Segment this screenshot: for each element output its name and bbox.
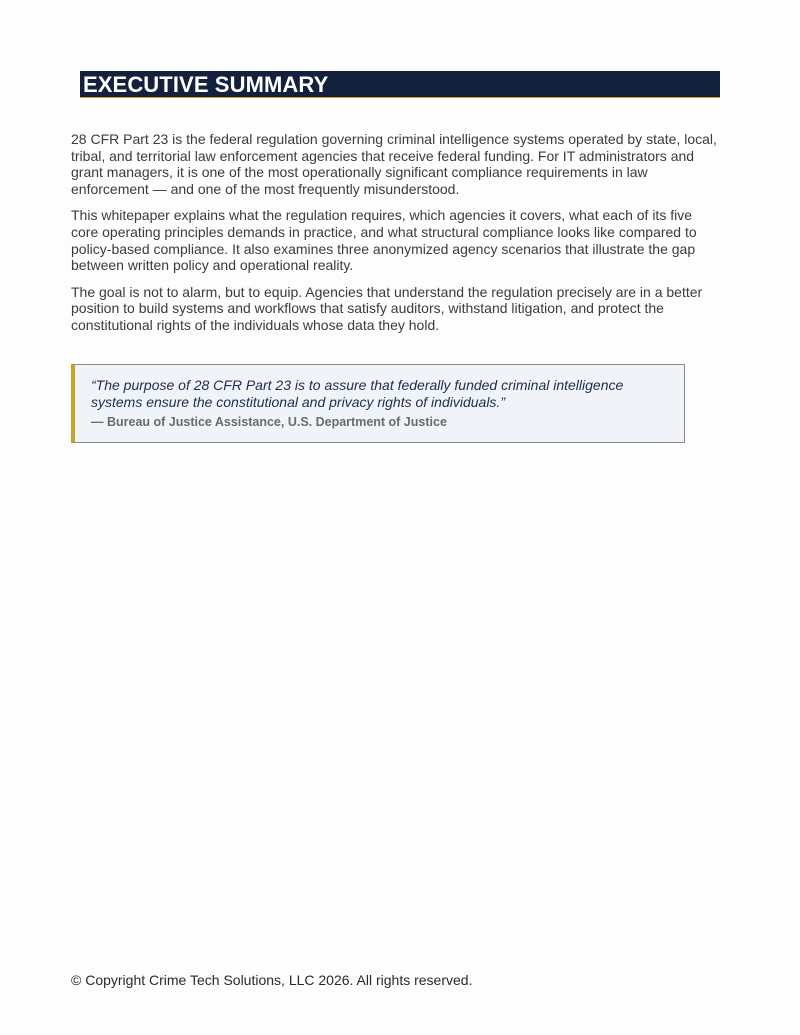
body-text (71, 131, 723, 344)
quote-attribution: — Bureau of Justice Assistance, U.S. Department of Justice (91, 415, 447, 430)
section-title: EXECUTIVE SUMMARY (83, 72, 329, 97)
paragraph-2: This whitepaper explains what the regulation requires, which agencies it covers, what each of its five core operating principles demands in practice, and what structural compliance looks like compared to policy-based compliance. It also examines three anonymized agency scenarios that illustrate the gap between written policy and operational reality. (71, 207, 697, 274)
pull-quote (71, 364, 685, 443)
section-header-bar (80, 71, 720, 98)
footer-copyright: © Copyright Crime Tech Solutions, LLC 2026. All rights reserved. (71, 972, 473, 988)
quote-text: “The purpose of 28 CFR Part 23 is to assure that federally funded criminal intelligence systems ensure the constitutional and privacy rights of individuals.” (91, 377, 624, 410)
paragraph-1: 28 CFR Part 23 is the federal regulation governing criminal intelligence systems operated by state, local, tribal, and territorial law enforcement agencies that receive federal funding. For IT administrators and grant managers, it is one of the most operationally significant compliance requirements in law enforcement — and one of the most frequently misunderstood. (71, 131, 717, 197)
paragraph-3: The goal is not to alarm, but to equip. Agencies that understand the regulation precisely are in a better position to build systems and workflows that satisfy auditors, withstand litigation, and protect the constitutional rights of the individuals whose data they hold. (71, 283, 703, 333)
